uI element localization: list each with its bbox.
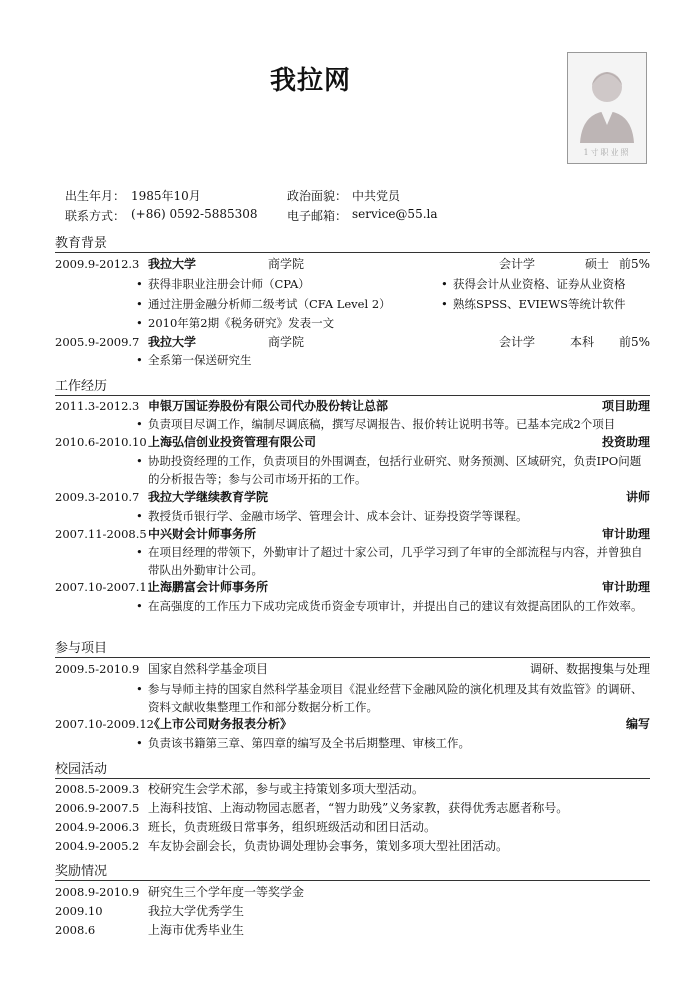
list-item: • 2010年第2期《税务研究》发表一文: [148, 314, 428, 332]
project-role: 调研、数据搜集与处理: [529, 662, 650, 676]
project-entry: [55, 715, 650, 733]
education-entry: [55, 255, 650, 273]
entry-date: 2008.5-2009.3: [55, 782, 140, 796]
list-item: [55, 883, 650, 901]
company-name: 上海鹏富会计师事务所: [148, 580, 269, 594]
info-email-label: 电子邮箱：: [287, 209, 348, 223]
section-title: 校园活动: [55, 762, 108, 777]
entry-date: 2004.9-2006.3: [55, 820, 140, 834]
list-item: • 负责项目尽调工作，编制尽调底稿，撰写尽调报告、报价转让说明书等。已基本完成2个项目: [148, 415, 650, 433]
college-name: 商学院: [268, 335, 305, 349]
entry-date: 2009.3-2010.7: [55, 490, 140, 504]
entry-date: 2011.3-2012.3: [55, 399, 140, 413]
section-campus: [55, 760, 650, 779]
entry-text: 上海市优秀毕业生: [148, 923, 245, 937]
entry-date: 2007.11-2008.5: [55, 527, 147, 541]
entry-text: 上海科技馆、上海动物园志愿者，“智力助残”义务家教，获得优秀志愿者称号。: [148, 801, 569, 815]
info-political-label: 政治面貌：: [287, 189, 348, 203]
rank: 前5%: [618, 335, 650, 349]
page-title: 我拉网: [270, 66, 352, 96]
degree: 本科: [570, 335, 595, 349]
work-entry: [55, 397, 650, 415]
company-name: 上海弘信创业投资管理有限公司: [148, 435, 317, 449]
list-item: • 负责该书籍第三章、第四章的编写及全书后期整理、审核工作。: [148, 734, 650, 752]
info-birth-label: 出生年月：: [65, 189, 126, 203]
list-item: • 熟练SPSS、EVIEWS等统计软件: [453, 295, 650, 313]
section-title: 奖励情况: [55, 864, 108, 879]
section-education: [55, 234, 650, 253]
entry-date: 2008.9-2010.9: [55, 885, 140, 899]
project-entry: [55, 660, 650, 678]
section-title: 参与项目: [55, 641, 108, 656]
school-name: 我拉大学: [148, 257, 197, 271]
entry-date: 2004.9-2005.2: [55, 839, 140, 853]
entry-date: 2007.10-2007.11: [55, 580, 154, 594]
list-item: [55, 837, 650, 855]
entry-text: 校研究生会学术部，参与或主持策划多项大型活动。: [148, 782, 425, 796]
company-name: 我拉大学继续教育学院: [148, 490, 269, 504]
job-role: 讲师: [625, 490, 650, 504]
entry-date: 2010.6-2010.10: [55, 435, 147, 449]
job-role: 投资助理: [601, 435, 650, 449]
entry-text: 班长，负责班级日常事务，组织班级活动和团日活动。: [148, 820, 437, 834]
school-name: 我拉大学: [148, 335, 197, 349]
list-item: • 全系第一保送研究生: [148, 351, 650, 369]
list-item: • 获得非职业注册会计师（CPA）: [148, 275, 428, 293]
job-role: 审计助理: [601, 527, 650, 541]
company-name: 中兴财会计师事务所: [148, 527, 257, 541]
section-projects: [55, 639, 650, 658]
entry-text: 我拉大学优秀学生: [148, 904, 245, 918]
work-entry: [55, 525, 650, 543]
entry-date: 2005.9-2009.7: [55, 335, 140, 349]
section-awards: [55, 862, 650, 881]
work-entry: [55, 578, 650, 596]
entry-date: 2009.9-2012.3: [55, 257, 140, 271]
list-item: • 协助投资经理的工作，负责项目的外围调查，包括行业研究、财务预测、区域研究，负责IPO问题的分析报告等；参与公司市场开拓的工作。: [148, 452, 650, 488]
section-title: 工作经历: [55, 379, 108, 394]
entry-date: 2008.6: [55, 923, 96, 937]
college-name: 商学院: [268, 257, 305, 271]
major: 会计学: [499, 335, 536, 349]
list-item: • 教授货币银行学、金融市场学、管理会计、成本会计、证券投资学等课程。: [148, 507, 650, 525]
section-title: 教育背景: [55, 236, 108, 251]
list-item: • 在高强度的工作压力下成功完成货币资金专项审计，并提出自己的建议有效提高团队的工作效率。: [148, 597, 650, 615]
list-item: [55, 780, 650, 798]
degree: 硕士: [585, 257, 610, 271]
project-name: 国家自然科学基金项目: [148, 662, 269, 676]
photo-caption: 1寸职业照: [583, 148, 631, 157]
job-role: 审计助理: [601, 580, 650, 594]
education-entry: [55, 333, 650, 351]
list-item: [55, 921, 650, 939]
work-entry: [55, 488, 650, 506]
work-entry: [55, 433, 650, 451]
info-phone-label: 联系方式：: [65, 209, 126, 223]
list-item: • 通过注册金融分析师二级考试（CFA Level 2）: [148, 295, 428, 313]
photo-placeholder: [567, 52, 647, 164]
info-phone-value: (+86) 0592-5885308: [131, 207, 258, 221]
entry-date: 2009.10: [55, 904, 103, 918]
list-item: • 在项目经理的带领下，外勤审计了超过十家公司，几乎学习到了年审的全部流程与内容，并曾独自带队出外勤审计公司。: [148, 543, 650, 579]
job-role: 项目助理: [601, 399, 650, 413]
entry-date: 2009.5-2010.9: [55, 662, 140, 676]
entry-date: 2007.10-2009.12: [55, 717, 154, 731]
person-icon: [568, 53, 646, 149]
project-name: 《上市公司财务报表分析》: [148, 717, 293, 731]
list-item: • 参与导师主持的国家自然科学基金项目《混业经营下金融风险的演化机理及其有效监管》的调研、资料文献收集整理工作和部分数据分析工作。: [148, 680, 650, 716]
company-name: 申银万国证券股份有限公司代办股份转让总部: [148, 399, 389, 413]
rank: 前5%: [618, 257, 650, 271]
info-birth-value: 1985年10月: [131, 189, 201, 203]
info-political-value: 中共党员: [352, 189, 401, 203]
list-item: [55, 902, 650, 920]
list-item: [55, 818, 650, 836]
entry-text: 车友协会副会长，负责协调处理协会事务，策划多项大型社团活动。: [148, 839, 509, 853]
info-email-value: service@55.la: [352, 207, 438, 221]
list-item: • 获得会计从业资格、证券从业资格: [453, 275, 650, 293]
major: 会计学: [499, 257, 536, 271]
list-item: [55, 799, 650, 817]
entry-date: 2006.9-2007.5: [55, 801, 140, 815]
entry-text: 研究生三个学年度一等奖学金: [148, 885, 305, 899]
project-role: 编写: [625, 717, 650, 731]
section-work: [55, 377, 650, 396]
